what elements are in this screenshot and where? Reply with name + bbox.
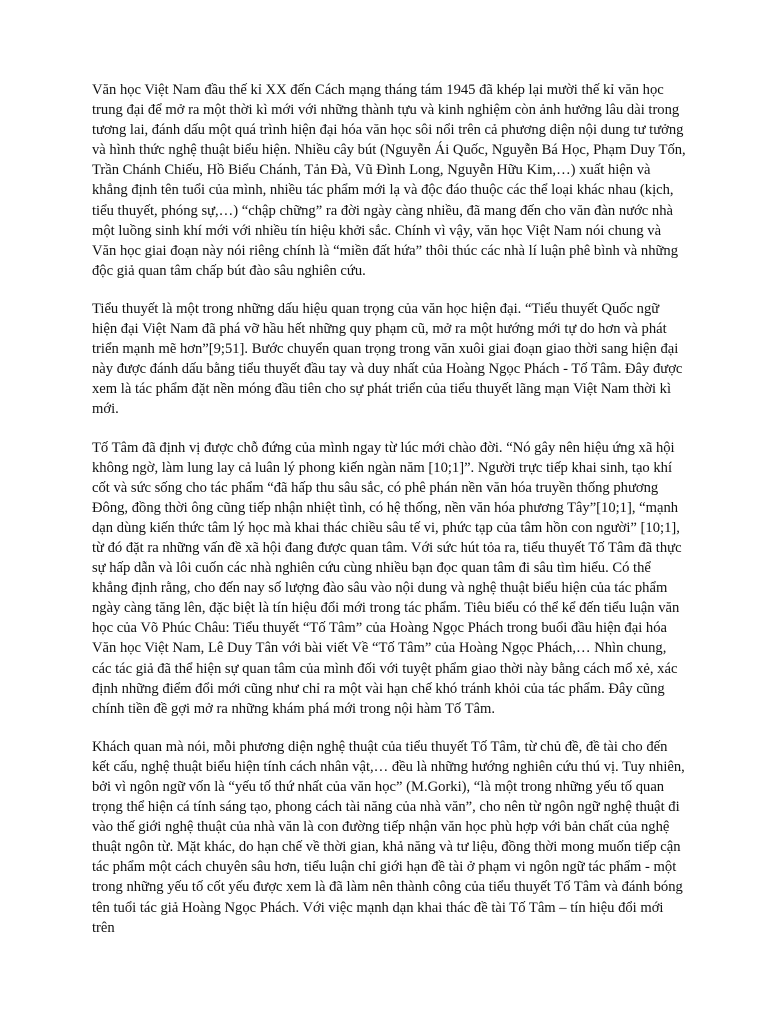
paragraph-4: Khách quan mà nói, mỗi phương diện nghệ thuật của tiểu thuyết Tố Tâm, từ chủ đề, đề tài cho đến kết cấu, nghệ thuật biểu hiện tính cách nhân vật,… đều là những hướng nghiên cứu thú vị. Tuy nhiên, bởi vì ngôn ngữ vốn là “yếu tố thứ nhất của văn học” (M.Gorki), “là một trong những yếu tố quan trọng thể hiện cá tính sáng tạo, phong cách tài năng của nhà văn”, cho nên từ ngôn ngữ nghệ thuật đi vào thế giới nghệ thuật của nhà văn là con đường tiếp nhận văn học phù hợp với bản chất của nghệ thuật ngôn từ. Mặt khác, do hạn chế về thời gian, khả năng và tư liệu, đồng thời mong muốn tiếp cận tác phẩm một cách chuyên sâu hơn, tiểu luận chỉ giới hạn đề tài ở phạm vi ngôn ngữ tác phẩm - một trong những yếu tố cốt yếu được xem là đã làm nên thành công của tiểu thuyết Tố Tâm và đánh bóng tên tuổi tác giả Hoàng Ngọc Phách. Với việc mạnh dạn khai thác đề tài Tố Tâm – tín hiệu đổi mới trên [92, 738, 685, 936]
paragraph-1: Văn học Việt Nam đầu thế kỉ XX đến Cách mạng tháng tám 1945 đã khép lại mười thế kỉ văn học trung đại để mở ra một thời kì mới với những thành tựu và kinh nghiệm còn ảnh hưởng lâu dài trong tương lai, đánh dấu một quá trình hiện đại hóa văn học sôi nổi trên cả phương diện nội dung tư tưởng và hình thức nghệ thuật biểu hiện. Nhiều cây bút (Nguyễn Ái Quốc, Nguyễn Bá Học, Phạm Duy Tốn, Trần Chánh Chiếu, Hồ Biểu Chánh, Tản Đà, Vũ Đình Long, Nguyễn Hữu Kim,…) xuất hiện và khẳng định tên tuổi của mình, nhiều tác phẩm mới lạ và độc đáo thuộc các thể loại khác nhau (kịch, tiểu thuyết, phóng sự,…) “chập chững” ra đời ngày càng nhiều, đã mang đến cho văn đàn nước nhà một luồng sinh khí mới với nhiều tín hiệu khởi sắc. Chính vì vậy, văn học Việt Nam nói chung và Văn học giai đoạn này nói riêng chính là “miền đất hứa” thôi thúc các nhà lí luận phê bình và những độc giả quan tâm chấp bút đào sâu nghiên cứu. [92, 82, 686, 279]
document-page [92, 80, 686, 956]
paragraph-3: Tố Tâm đã định vị được chỗ đứng của mình ngay từ lúc mới chào đời. “Nó gây nên hiệu ứng xã hội không ngờ, làm lung lay cả luân lý phong kiến ngàn năm [10;1]”. Người trực tiếp khai sinh, tạo khí cốt và sức sống cho tác phẩm “đã hấp thu sâu sắc, có phê phán nền văn hóa truyền thống phương Đông, đồng thời ông cũng tiếp nhận nhiệt tình, có hệ thống, nền văn hóa phương Tây”[10;1], “mạnh dạn dùng kiến thức tâm lý học mà khai thác chiều sâu tế vi, phức tạp của tâm hồn con người” [10;1], từ đó đặt ra những vấn đề xã hội đang được quan tâm. Với sức hút tỏa ra, tiểu thuyết Tố Tâm đã thực sự hấp dẫn và lôi cuốn các nhà nghiên cứu cùng nhiều bạn đọc quan tâm đi sâu tìm hiểu. Có thể khẳng định rằng, cho đến nay số lượng đào sâu vào nội dung và nghệ thuật biểu hiện của tác phẩm ngày càng tăng lên, đặc biệt là tín hiệu đổi mới trong tác phẩm. Tiêu biểu có thể kể đến tiểu luận văn học của Võ Phúc Châu: Tiểu thuyết “Tố Tâm” của Hoàng Ngọc Phách trong buổi đầu hiện đại hóa Văn học Việt Nam, Lê Duy Tân với bài viết Về “Tố Tâm” của Hoàng Ngọc Phách,… Nhìn chung, các tác giả đã thể hiện sự quan tâm của mình đối với tuyệt phẩm giao thời này bằng cách mổ xẻ, xác định những điểm đổi mới cũng như chỉ ra một vài hạn chế khó tránh khỏi của tác phẩm. Đây cũng chính tiền đề gợi mở ra những khám phá mới trong nội hàm Tố Tâm. [92, 439, 682, 717]
paragraph-2: Tiểu thuyết là một trong những dấu hiệu quan trọng của văn học hiện đại. “Tiểu thuyết Quốc ngữ hiện đại Việt Nam đã phá vỡ hầu hết những quy phạm cũ, mở ra một hướng mới tự do hơn và phát triển mạnh mẽ hơn”[9;51]. Bước chuyển quan trọng trong văn xuôi giai đoạn giao thời sang hiện đại này được đánh dấu bằng tiểu thuyết đầu tay và duy nhất của Hoàng Ngọc Phách - Tố Tâm. Đây được xem là tác phẩm đặt nền móng đầu tiên cho sự phát triển của tiểu thuyết lãng mạn Việt Nam thời kì mới. [92, 300, 683, 418]
